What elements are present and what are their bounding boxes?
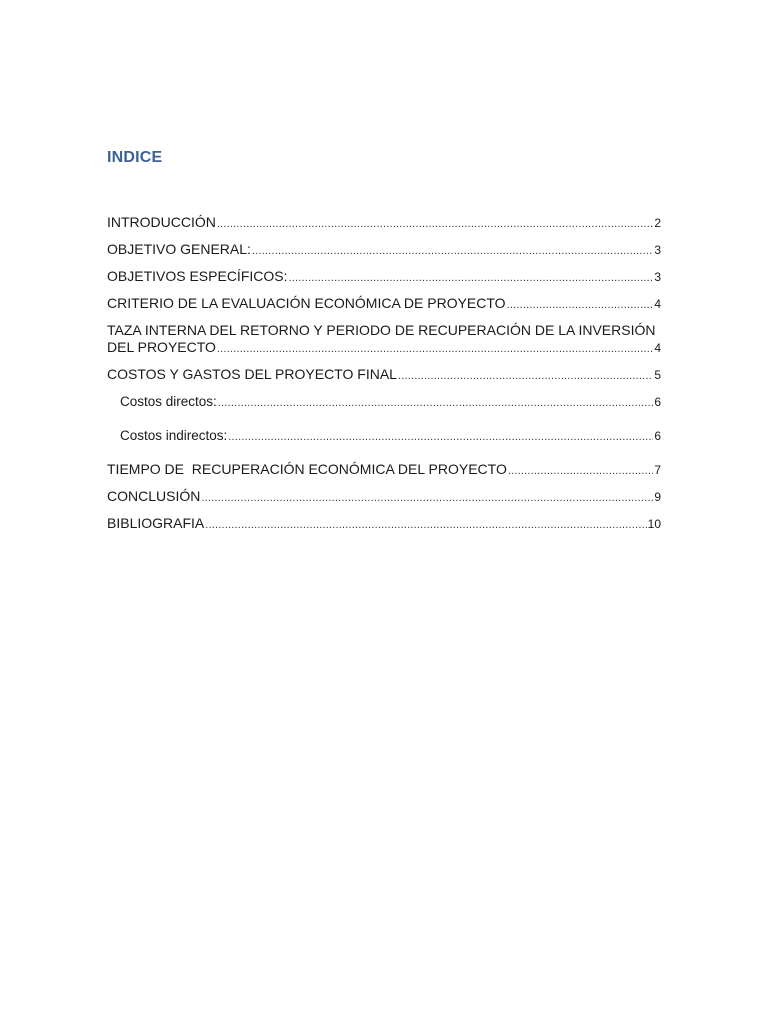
dot-leader xyxy=(201,490,653,507)
toc-entry-label: TIEMPO DE RECUPERACIÓN ECONÓMICA DEL PROYECTO xyxy=(107,461,507,477)
toc-entry-label: CONCLUSIÓN xyxy=(107,488,201,504)
toc-entry-label-line2: DEL PROYECTO xyxy=(107,339,216,355)
dot-leader xyxy=(398,368,653,385)
dot-leader xyxy=(217,216,653,233)
toc-entry-bibliografia[interactable] xyxy=(107,515,661,534)
toc-entry-costos-gastos[interactable] xyxy=(107,366,661,385)
dot-leader xyxy=(507,297,654,314)
toc-entry-label: OBJETIVOS ESPECÍFICOS: xyxy=(107,268,288,284)
toc-entry-tiempo-recuperacion[interactable] xyxy=(107,461,661,480)
dot-leader xyxy=(218,395,654,412)
toc-entry-label-line1: TAZA INTERNA DEL RETORNO Y PERIODO DE RECUPERACIÓN DE LA INVERSIÓN xyxy=(107,322,656,338)
toc-entry-taza-interna[interactable] xyxy=(107,322,661,358)
toc-page-number: 3 xyxy=(654,243,661,257)
toc-entry-label: CRITERIO DE LA EVALUACIÓN ECONÓMICA DE PROYECTO xyxy=(107,295,506,311)
dot-leader xyxy=(288,270,653,287)
toc-page-number: 9 xyxy=(654,490,661,504)
toc-page-number: 7 xyxy=(654,463,661,477)
table-of-contents xyxy=(107,214,661,542)
toc-entry-criterio-evaluacion[interactable] xyxy=(107,295,661,314)
toc-entry-introduccion[interactable] xyxy=(107,214,661,233)
page-title: INDICE xyxy=(107,149,163,166)
toc-entry-label: Costos indirectos: xyxy=(120,428,228,443)
toc-subentry-costos-directos[interactable] xyxy=(107,393,661,412)
toc-page-number: 4 xyxy=(654,341,661,355)
toc-page-number: 4 xyxy=(654,297,661,311)
dot-leader xyxy=(508,463,653,480)
dot-leader xyxy=(228,429,653,446)
toc-entry-label: BIBLIOGRAFIA xyxy=(107,515,205,531)
dot-leader xyxy=(217,341,653,358)
dot-leader xyxy=(205,517,646,534)
toc-subentry-costos-indirectos[interactable] xyxy=(107,427,661,446)
toc-page-number: 2 xyxy=(654,216,661,230)
toc-page-number: 10 xyxy=(647,517,661,531)
toc-entry-conclusion[interactable] xyxy=(107,488,661,507)
toc-page-number: 6 xyxy=(654,429,661,443)
toc-entry-objetivos-especificos[interactable] xyxy=(107,268,661,287)
toc-page-number: 3 xyxy=(654,270,661,284)
dot-leader xyxy=(252,243,653,260)
toc-page-number: 6 xyxy=(654,395,661,409)
toc-entry-objetivo-general[interactable] xyxy=(107,241,661,260)
toc-page-number: 5 xyxy=(654,368,661,382)
toc-entry-label: Costos directos: xyxy=(120,394,217,409)
toc-entry-label: OBJETIVO GENERAL: xyxy=(107,241,251,257)
toc-entry-label: INTRODUCCIÓN xyxy=(107,214,216,230)
toc-entry-label: COSTOS Y GASTOS DEL PROYECTO FINAL xyxy=(107,366,397,382)
